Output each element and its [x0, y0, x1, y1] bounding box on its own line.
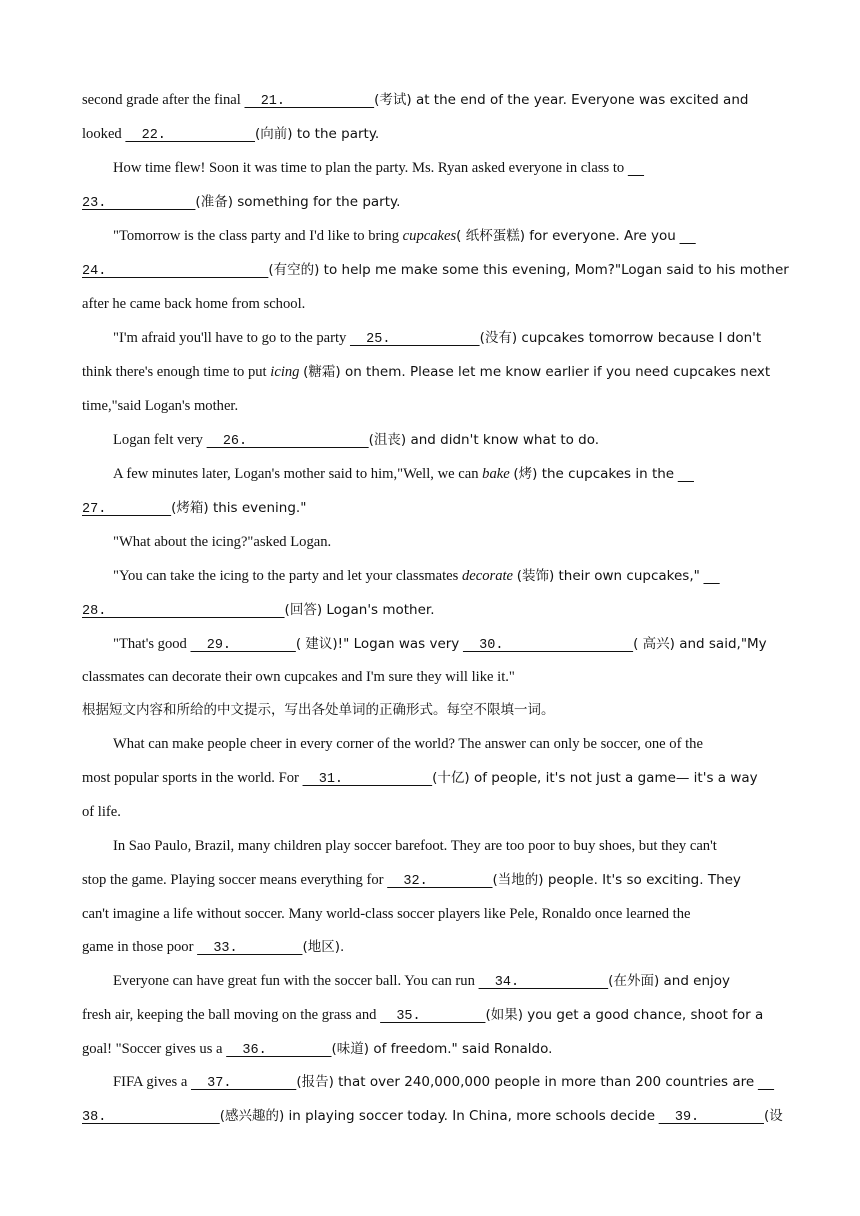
text-line: classmates can decorate their own cupcakes and I'm sure they will like it." — [82, 669, 515, 685]
answer-blank-38-start[interactable] — [758, 1074, 774, 1094]
text-line: FIFA gives a 37. (报告) that over 240,000,000 people in more than 200 countries are — [113, 1072, 774, 1092]
text-line: A few minutes later, Logan's mother said to him,"Well, we can bake (烤) the cupcakes in the — [113, 464, 694, 484]
answer-blank-36[interactable]: 36. — [226, 1043, 332, 1058]
text-line: most popular sports in the world. For 31. (十亿) of people, it's not just a game— it's a way — [82, 768, 758, 788]
answer-blank-23-start[interactable] — [628, 160, 644, 180]
answer-blank-33[interactable]: 33. — [197, 941, 303, 956]
answer-blank-27[interactable]: 27. — [82, 502, 172, 517]
text-line: "Tomorrow is the class party and I'd like to bring cupcakes( 纸杯蛋糕) for everyone. Are you — [113, 226, 696, 246]
text-line: second grade after the final 21. (考试) at the end of the year. Everyone was excited and — [82, 90, 748, 110]
answer-blank-23[interactable]: 23. — [82, 196, 196, 211]
answer-blank-24[interactable]: 24. — [82, 264, 269, 279]
answer-blank-21[interactable]: 21. — [244, 94, 375, 109]
answer-blank-39[interactable]: 39. — [658, 1110, 764, 1125]
text-line: "That's good 29. ( 建议)!" Logan was very 30. ( 高兴) and said,"My — [113, 634, 767, 654]
text-line: fresh air, keeping the ball moving on the grass and 35. (如果) you get a good chance, shoot for a — [82, 1005, 763, 1025]
answer-blank-24-start[interactable] — [680, 228, 696, 248]
answer-blank-35[interactable]: 35. — [380, 1009, 486, 1024]
text-line: "You can take the icing to the party and let your classmates decorate (装饰) their own cupcakes," — [113, 566, 720, 586]
answer-blank-22[interactable]: 22. — [125, 128, 256, 143]
text-line: can't imagine a life without soccer. Many world-class soccer players like Pele, Ronaldo once learned the — [82, 906, 691, 922]
text-line: 23. (准备) something for the party. — [82, 192, 400, 212]
text-line: 27. (烤箱) this evening." — [82, 498, 306, 518]
text-line: "What about the icing?"asked Logan. — [113, 534, 332, 550]
answer-blank-30[interactable]: 30. — [462, 638, 634, 653]
text-line: How time flew! Soon it was time to plan the party. Ms. Ryan asked everyone in class to — [113, 158, 644, 178]
text-line: goal! "Soccer gives us a 36. (味道) of freedom." said Ronaldo. — [82, 1039, 552, 1059]
text-line: game in those poor 33. (地区). — [82, 937, 344, 957]
answer-blank-38[interactable]: 38. — [82, 1110, 220, 1125]
answer-blank-29[interactable]: 29. — [190, 638, 296, 653]
text-line: stop the game. Playing soccer means everything for 32. (当地的) people. It's so exciting. They — [82, 870, 741, 890]
text-line: think there's enough time to put icing (糖霜) on them. Please let me know earlier if you need cupcakes next — [82, 364, 771, 380]
answer-blank-28-start[interactable] — [703, 568, 719, 588]
text-line: Logan felt very 26. (沮丧) and didn't know what to do. — [113, 430, 599, 450]
answer-blank-37[interactable]: 37. — [190, 1076, 297, 1091]
answer-blank-28[interactable]: 28. — [82, 604, 285, 619]
text-line: 38. (感兴趣的) in playing soccer today. In China, more schools decide 39. (设 — [82, 1106, 783, 1126]
answer-blank-32[interactable]: 32. — [387, 874, 493, 889]
text-line: looked 22. (向前) to the party. — [82, 124, 379, 144]
text-line: time,"said Logan's mother. — [82, 398, 239, 414]
answer-blank-31[interactable]: 31. — [302, 772, 433, 787]
text-line: What can make people cheer in every corner of the world? The answer can only be soccer, one of the — [113, 736, 703, 752]
text-line: after he came back home from school. — [82, 296, 306, 312]
text-line: "I'm afraid you'll have to go to the party 25. (没有) cupcakes tomorrow because I don't — [113, 328, 761, 348]
text-line: 28. (回答) Logan's mother. — [82, 600, 435, 620]
text-line: of life. — [82, 804, 121, 820]
answer-blank-26[interactable]: 26. — [206, 434, 369, 449]
answer-blank-27-start[interactable] — [678, 466, 694, 486]
text-line: In Sao Paulo, Brazil, many children play soccer barefoot. They are too poor to buy shoes, but they can't — [113, 838, 717, 854]
instruction-line: 根据短文内容和所给的中文提示，写出各处单词的正确形式。每空不限填一词。 — [82, 702, 555, 718]
answer-blank-25[interactable]: 25. — [349, 332, 480, 347]
text-line: Everyone can have great fun with the soccer ball. You can run 34. (在外面) and enjoy — [113, 971, 730, 991]
text-line: 24. (有空的) to help me make some this evening, Mom?"Logan said to his mother — [82, 260, 789, 280]
answer-blank-34[interactable]: 34. — [478, 975, 609, 990]
